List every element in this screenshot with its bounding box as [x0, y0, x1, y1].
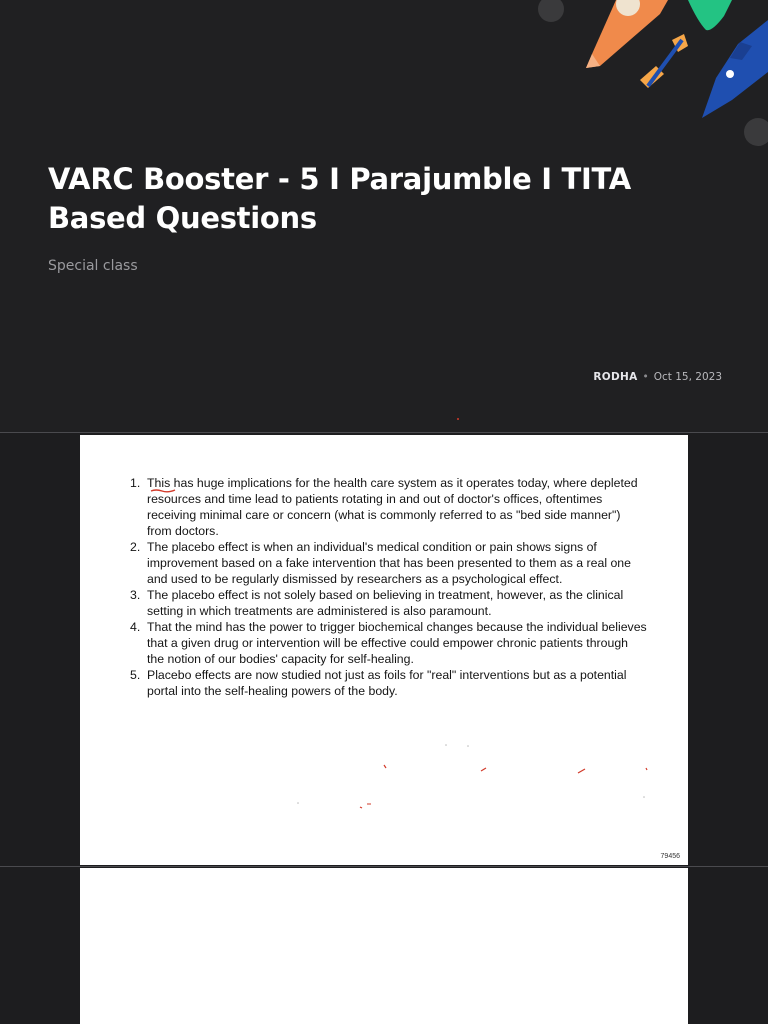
item-number: 5.: [130, 668, 141, 682]
publish-date: Oct 15, 2023: [653, 371, 722, 383]
stray-ink-marks: [80, 435, 688, 865]
item-text: This has huge implications for the health care system as it operates today, where depleted resources and time lead to patients rotating in and out of doctor's offices, oftentimes receiving minimal care or concern (what is commonly referred to as "bed side manner") from doctors.: [147, 476, 638, 538]
cover-title: VARC Booster - 5 I Parajumble I TITA Based Questions: [48, 162, 631, 235]
stray-ink-mark: [457, 418, 459, 420]
meta-separator: •: [642, 371, 649, 383]
document-slide[interactable]: [80, 435, 688, 865]
item-number: 3.: [130, 588, 141, 602]
item-text: Placebo effects are now studied not just as foils for "real" interventions but as a potential portal into the self-healing powers of the body.: [147, 668, 627, 698]
item-number: 1.: [130, 476, 141, 490]
cover-meta: [593, 371, 722, 383]
cover-slide[interactable]: [0, 0, 768, 432]
next-slide[interactable]: [80, 868, 688, 1024]
slide-divider: [0, 432, 768, 433]
slide-divider: [0, 866, 768, 867]
author-name[interactable]: RODHA: [593, 371, 638, 383]
page-code: 79456: [660, 853, 680, 860]
cover-subtitle: Special class: [48, 258, 138, 274]
item-number: 2.: [130, 540, 141, 554]
item-number: 4.: [130, 620, 141, 634]
item-text: That the mind has the power to trigger biochemical changes because the individual believes that a given drug or intervention will be effective could empower chronic patients through the notion of our bodies' capacity for self-healing.: [147, 620, 647, 666]
item-text: The placebo effect is not solely based on believing in treatment, however, as the clinical setting in which treatments are administered is also paramount.: [147, 588, 624, 618]
item-text: The placebo effect is when an individual's medical condition or pain shows signs of improvement based on a fake intervention that has been presented to them as a real one and used to be regularly dismissed by researchers as a psychological effect.: [147, 540, 631, 586]
